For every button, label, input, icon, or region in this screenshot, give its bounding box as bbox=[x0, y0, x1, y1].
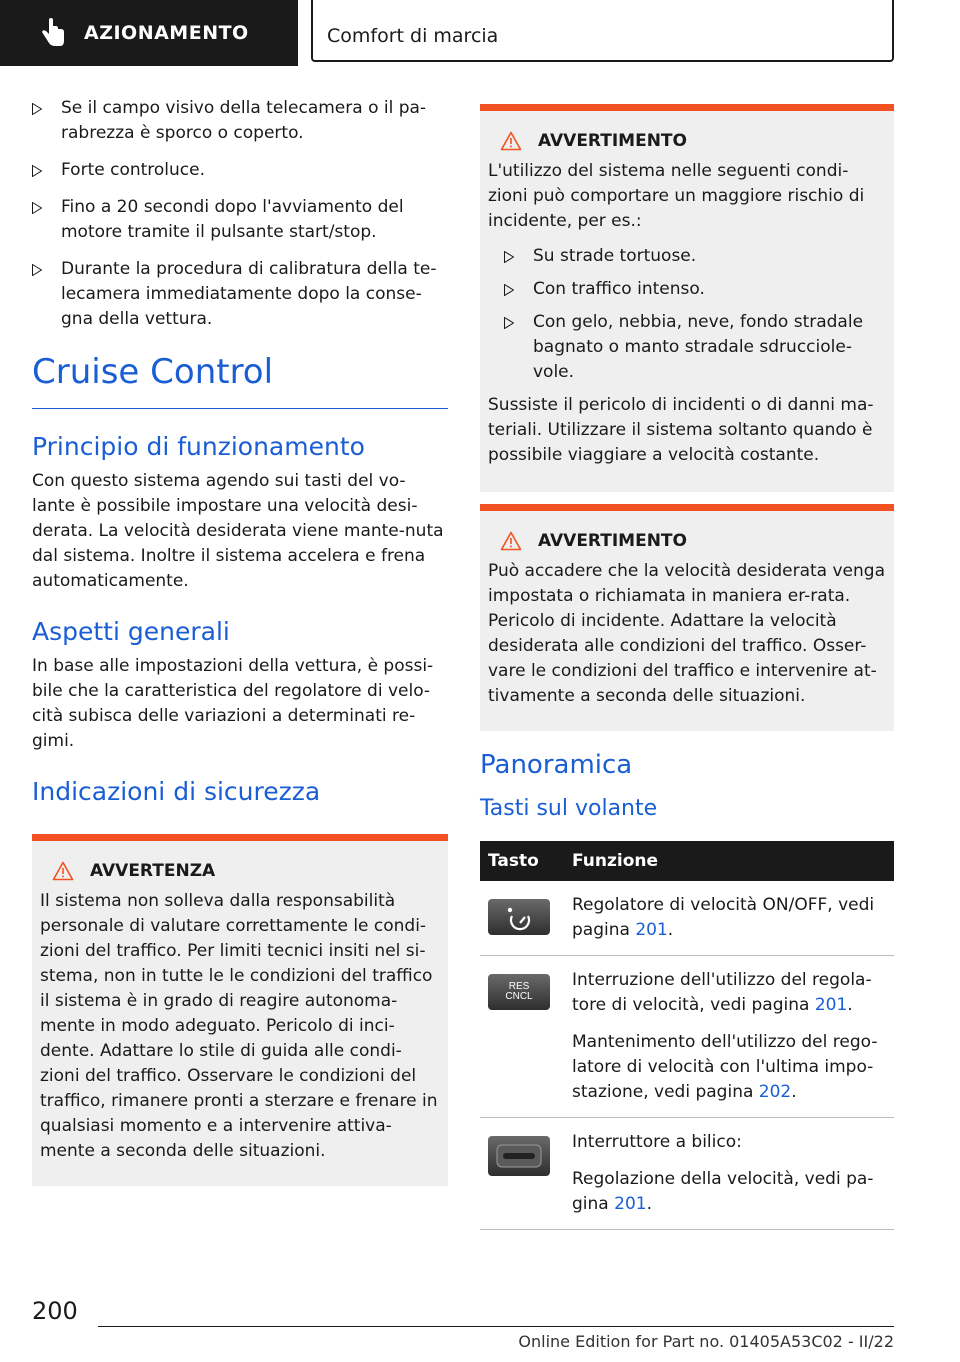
warning-bullets bbox=[504, 244, 886, 385]
warning-triangle-icon bbox=[500, 131, 522, 151]
warning-triangle-icon bbox=[52, 861, 74, 881]
warning-title: AVVERTIMENTO bbox=[538, 531, 687, 551]
key-cell bbox=[480, 956, 564, 1118]
function-cell: Interruzione dell'utilizzo del regola-tore di velocità, vedi pagina 201. Mantenimento dell'utilizzo del rego-latore di velocità con l'ultima impo-stazione, vedi pagina 202. bbox=[564, 956, 894, 1118]
left-column bbox=[32, 96, 448, 1186]
rocker-switch-icon bbox=[488, 1136, 550, 1176]
triangle-bullet-icon bbox=[32, 202, 42, 214]
heading-sicurezza: Indicazioni di sicurezza bbox=[32, 777, 321, 806]
page-header bbox=[0, 0, 960, 66]
section-title: AZIONAMENTO bbox=[84, 22, 249, 44]
page-number: 200 bbox=[32, 1297, 78, 1325]
list-item: Fino a 20 secondi dopo l'avviamento del motore tramite il pulsante start/stop. bbox=[32, 195, 448, 245]
triangle-bullet-icon bbox=[32, 165, 42, 177]
warning-text: Può accadere che la velocità desiderata venga impostata o richiamata in maniera er-rata. Pericolo di incidente. Adattare la velocità desiderata alle condizioni del traffico. Osser-vare le condizioni del traffico e intervenire at-tivamente a seconda delle situazioni. bbox=[488, 561, 885, 706]
page-link[interactable]: 201 bbox=[635, 920, 668, 940]
function-cell: Regolatore di velocità ON/OFF, vedi pagina 201. bbox=[564, 881, 894, 956]
warning-header bbox=[500, 531, 886, 551]
edition-text: Online Edition for Part no. 01405A53C02 - II/22 bbox=[518, 1332, 894, 1351]
list-item: Se il campo visivo della telecamera o il pa-rabrezza è sporco o coperto. bbox=[32, 96, 448, 146]
cruise-control-button-icon bbox=[488, 899, 550, 935]
column-header-key: Tasto bbox=[480, 841, 564, 881]
warning-intro: L'utilizzo del sistema nelle seguenti condi-zioni può comportare un maggiore rischio di incidente, per es.: bbox=[488, 161, 865, 231]
page-link[interactable]: 201 bbox=[614, 1194, 647, 1214]
triangle-bullet-icon bbox=[32, 264, 42, 276]
warning-text: Il sistema non solleva dalla responsabilità personale di valutare correttamente le condi-zioni del traffico. Per limiti tecnici insiti nel si-stema, non in tutte le le condizioni del traffico il sistema è in grado di reagire autonoma-mente in modo adeguato. Pericolo di inci-dente. Adattare lo stile di guida alle condi-zioni del traffico. Osservare le condizioni del traffico, rimanere pronti a sterzare e frenare in qualsiasi momento e a intervenire attiva-mente a seconda delle situazioni. bbox=[40, 891, 438, 1161]
warning-box-avvertimento-2 bbox=[480, 504, 894, 731]
triangle-bullet-icon bbox=[504, 251, 514, 263]
warning-box-avvertimento-1 bbox=[480, 104, 894, 492]
heading-principio: Principio di funzionamento bbox=[32, 432, 365, 461]
list-item: Forte controluce. bbox=[32, 158, 448, 183]
hand-pointer-icon bbox=[40, 18, 66, 48]
list-item: Con traffico intenso. bbox=[504, 277, 886, 302]
list-item: Su strade tortuose. bbox=[504, 244, 886, 269]
list-item: Durante la procedura di calibratura della te-lecamera immediatamente dopo la conse-gna della vettura. bbox=[32, 257, 448, 332]
column-header-function: Funzione bbox=[564, 841, 894, 881]
warning-header bbox=[500, 131, 886, 151]
page-link[interactable]: 201 bbox=[814, 995, 848, 1015]
res-cncl-button-icon: RES CNCL bbox=[488, 974, 550, 1010]
section-tab bbox=[0, 0, 298, 66]
warning-title: AVVERTENZA bbox=[90, 861, 216, 881]
heading-cruise-control: Cruise Control bbox=[32, 352, 274, 392]
warning-title: AVVERTIMENTO bbox=[538, 131, 687, 151]
heading-rule bbox=[32, 408, 448, 409]
warning-box-avvertenza bbox=[32, 834, 448, 1186]
page-link[interactable]: 202 bbox=[758, 1082, 792, 1102]
table-row bbox=[480, 1118, 894, 1230]
warning-header bbox=[52, 861, 440, 881]
triangle-bullet-icon bbox=[32, 103, 42, 115]
triangle-bullet-icon bbox=[504, 317, 514, 329]
paragraph-principio: Con questo sistema agendo sui tasti del vo-lante è possibile impostare una velocità desi-derata. La velocità desiderata viene mante-nuta dal sistema. Inoltre il sistema accelera e frena automaticamente. bbox=[32, 471, 444, 591]
heading-aspetti: Aspetti generali bbox=[32, 617, 230, 646]
warning-outro: Sussiste il pericolo di incidenti o di danni ma-teriali. Utilizzare il sistema soltanto quando è possibile viaggiare a velocità costante. bbox=[488, 395, 874, 465]
function-cell: Interruttore a bilico: Regolazione della velocità, vedi pa-gina 201. bbox=[564, 1118, 894, 1230]
table-row bbox=[480, 956, 894, 1118]
warning-triangle-icon bbox=[500, 531, 522, 551]
heading-panoramica: Panoramica bbox=[480, 750, 633, 780]
triangle-bullet-icon bbox=[504, 284, 514, 296]
key-cell bbox=[480, 1118, 564, 1230]
bullet-list-top bbox=[32, 96, 448, 332]
key-cell bbox=[480, 881, 564, 956]
footer-rule bbox=[98, 1326, 894, 1327]
chapter-title: Comfort di marcia bbox=[327, 25, 499, 47]
chapter-tab bbox=[311, 0, 894, 62]
paragraph-aspetti: In base alle impostazioni della vettura, è possi-bile che la caratteristica del regolatore di velo-cità subisca delle variazioni a determinati re-gimi. bbox=[32, 656, 434, 751]
table-header-row bbox=[480, 841, 894, 881]
right-column bbox=[480, 104, 894, 1230]
keys-table bbox=[480, 841, 894, 1230]
table-row bbox=[480, 881, 894, 956]
heading-tasti: Tasti sul volante bbox=[480, 796, 658, 821]
list-item: Con gelo, nebbia, neve, fondo stradale bagnato o manto stradale sdrucciole-vole. bbox=[504, 310, 886, 385]
